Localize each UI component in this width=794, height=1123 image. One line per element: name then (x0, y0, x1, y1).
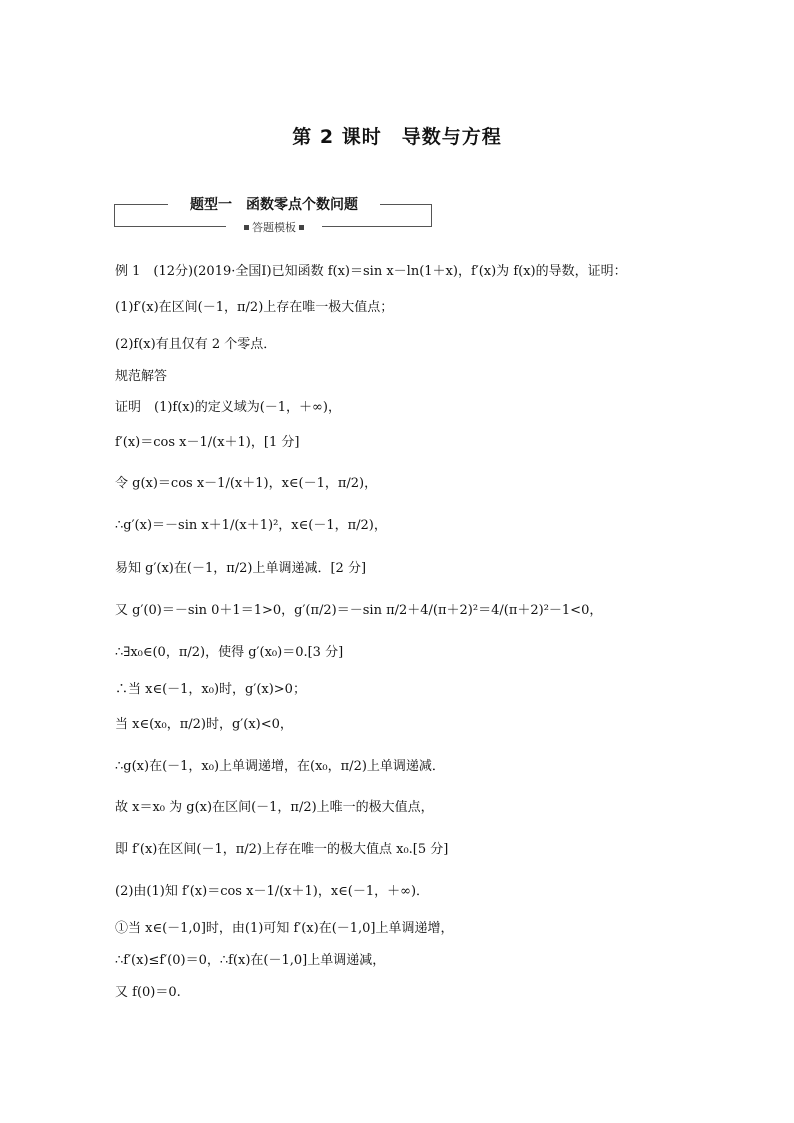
banner-rule (380, 204, 432, 205)
square-bullet-icon (244, 225, 249, 230)
text-line: ∴当 x∈(－1，x₀)时，g′(x)>0； (115, 682, 306, 697)
square-bullet-icon (299, 225, 304, 230)
text-line: 规范解答 (115, 369, 168, 384)
text-line: 又 f(0)＝0. (115, 985, 181, 1000)
page-title: 第 2 课时 导数与方程 (292, 126, 502, 148)
subheading-label: 答题模板 (252, 221, 296, 234)
text-line: 又 g′(0)＝－sin 0＋1＝1>0，g′(π/2)＝－sin π/2＋4/(π＋2)²＝4/(π＋2)²－1<0， (115, 603, 603, 618)
text-line: 即 f′(x)在区间(－1，π/2)上存在唯一的极大值点 x₀.[5 分] (115, 842, 449, 857)
text-line: 证明 (1)f(x)的定义域为(－1，＋∞)， (115, 400, 341, 415)
section-heading: 题型一 函数零点个数问题 (190, 197, 358, 213)
text-line: 例 1 (12分)(2019·全国Ⅰ)已知函数 f(x)＝sin x－ln(1＋x)，f′(x)为 f(x)的导数，证明： (115, 264, 627, 279)
section-subheading (226, 219, 322, 235)
banner-rule (114, 204, 168, 205)
text-line: 当 x∈(x₀，π/2)时，g′(x)<0， (115, 717, 293, 732)
text-line: ∴f′(x)≤f′(0)＝0，∴f(x)在(－1,0]上单调递减， (115, 953, 386, 968)
text-line: (2)由(1)知 f′(x)＝cos x－1/(x＋1)，x∈(－1，＋∞)． (115, 884, 430, 899)
text-line: ∴g′(x)＝－sin x＋1/(x＋1)²，x∈(－1，π/2)， (115, 518, 387, 533)
text-line: f′(x)＝cos x－1/(x＋1)，[1 分] (115, 435, 300, 450)
text-line: ∴∃x₀∈(0，π/2)，使得 g′(x₀)＝0.[3 分] (115, 645, 344, 660)
text-line: 易知 g′(x)在(－1，π/2)上单调递减．[2 分] (115, 561, 367, 576)
text-line: (1)f′(x)在区间(－1，π/2)上存在唯一极大值点； (115, 300, 394, 315)
banner-rule (114, 204, 115, 226)
text-line: ∴g(x)在(－1，x₀)上单调递增，在(x₀，π/2)上单调递减． (115, 759, 445, 774)
text-line: ①当 x∈(－1,0]时，由(1)可知 f′(x)在(－1,0]上单调递增， (115, 921, 454, 936)
text-line: 故 x＝x₀ 为 g(x)在区间(－1，π/2)上唯一的极大值点， (115, 800, 434, 815)
section-banner (114, 192, 432, 236)
text-line: 令 g(x)＝cos x－1/(x＋1)，x∈(－1，π/2)， (115, 476, 378, 491)
banner-rule (431, 204, 432, 226)
text-line: (2)f(x)有且仅有 2 个零点． (115, 337, 277, 352)
